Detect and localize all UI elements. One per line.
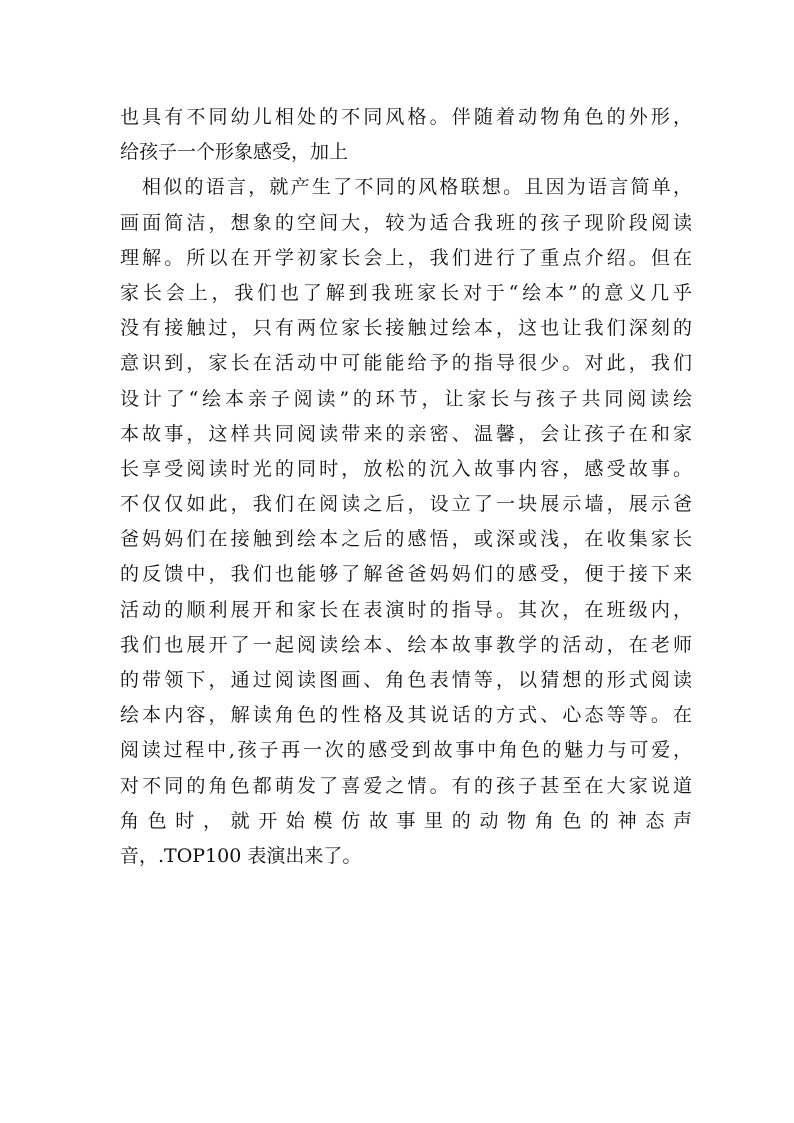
- text-line: 角色时，就开始模仿故事里的动物角色的神态声: [120, 809, 692, 832]
- text-line: 家长会上，我们也了解到我班家长对于“绘本”的意义几乎: [120, 281, 692, 304]
- text-line: 的带领下，通过阅读图画、角色表情等，以猜想的形式阅读: [120, 669, 692, 691]
- text-line: 理解。所以在开学初家长会上，我们进行了重点介绍。但在: [120, 246, 692, 269]
- text-line: 我们也展开了一起阅读绘本、绘本故事教学的活动，在老师: [120, 633, 692, 656]
- text-line: 没有接触过，只有两位家长接触过绘本，这也让我们深刻的: [120, 317, 692, 340]
- text-line: 长享受阅读时光的同时，放松的沉入故事内容，感受故事。: [120, 457, 692, 480]
- text-line: 画面简洁，想象的空间大，较为适合我班的孩子现阶段阅读: [120, 211, 692, 234]
- text-line: 不仅仅如此，我们在阅读之后，设立了一块展示墙，展示爸: [120, 493, 692, 516]
- text-line: 相似的语言，就产生了不同的风格联想。且因为语言简单，: [142, 176, 692, 199]
- body-text: [120, 100, 692, 874]
- text-line: 的反馈中，我们也能够了解爸爸妈妈们的感受，便于接下来: [120, 563, 692, 586]
- text-line: 绘本内容，解读角色的性格及其说话的方式、心态等等。在: [120, 704, 692, 727]
- text-line: 音，.TOP100 表演出来了。: [120, 844, 362, 867]
- text-line: 设计了“绘本亲子阅读”的环节，让家长与孩子共同阅读绘: [120, 387, 692, 410]
- text-line: 给孩子一个形象感受，加上: [120, 141, 349, 164]
- text-line: 活动的顺利展开和家长在表演时的指导。其次，在班级内，: [120, 598, 692, 621]
- text-line: 爸妈妈们在接触到绘本之后的感悟，或深或浅，在收集家长: [120, 528, 692, 551]
- text-line: 本故事，这样共同阅读带来的亲密、温馨，会让孩子在和家: [120, 422, 692, 445]
- text-line: 也具有不同幼儿相处的不同风格。伴随着动物角色的外形，: [120, 106, 692, 128]
- text-line: 阅读过程中,孩子再一次的感受到故事中角色的魅力与可爱，: [120, 739, 692, 762]
- text-line: 对不同的角色都萌发了喜爱之情。有的孩子甚至在大家说道: [120, 774, 692, 797]
- text-line: 意识到，家长在活动中可能能给予的指导很少。对此，我们: [120, 352, 692, 375]
